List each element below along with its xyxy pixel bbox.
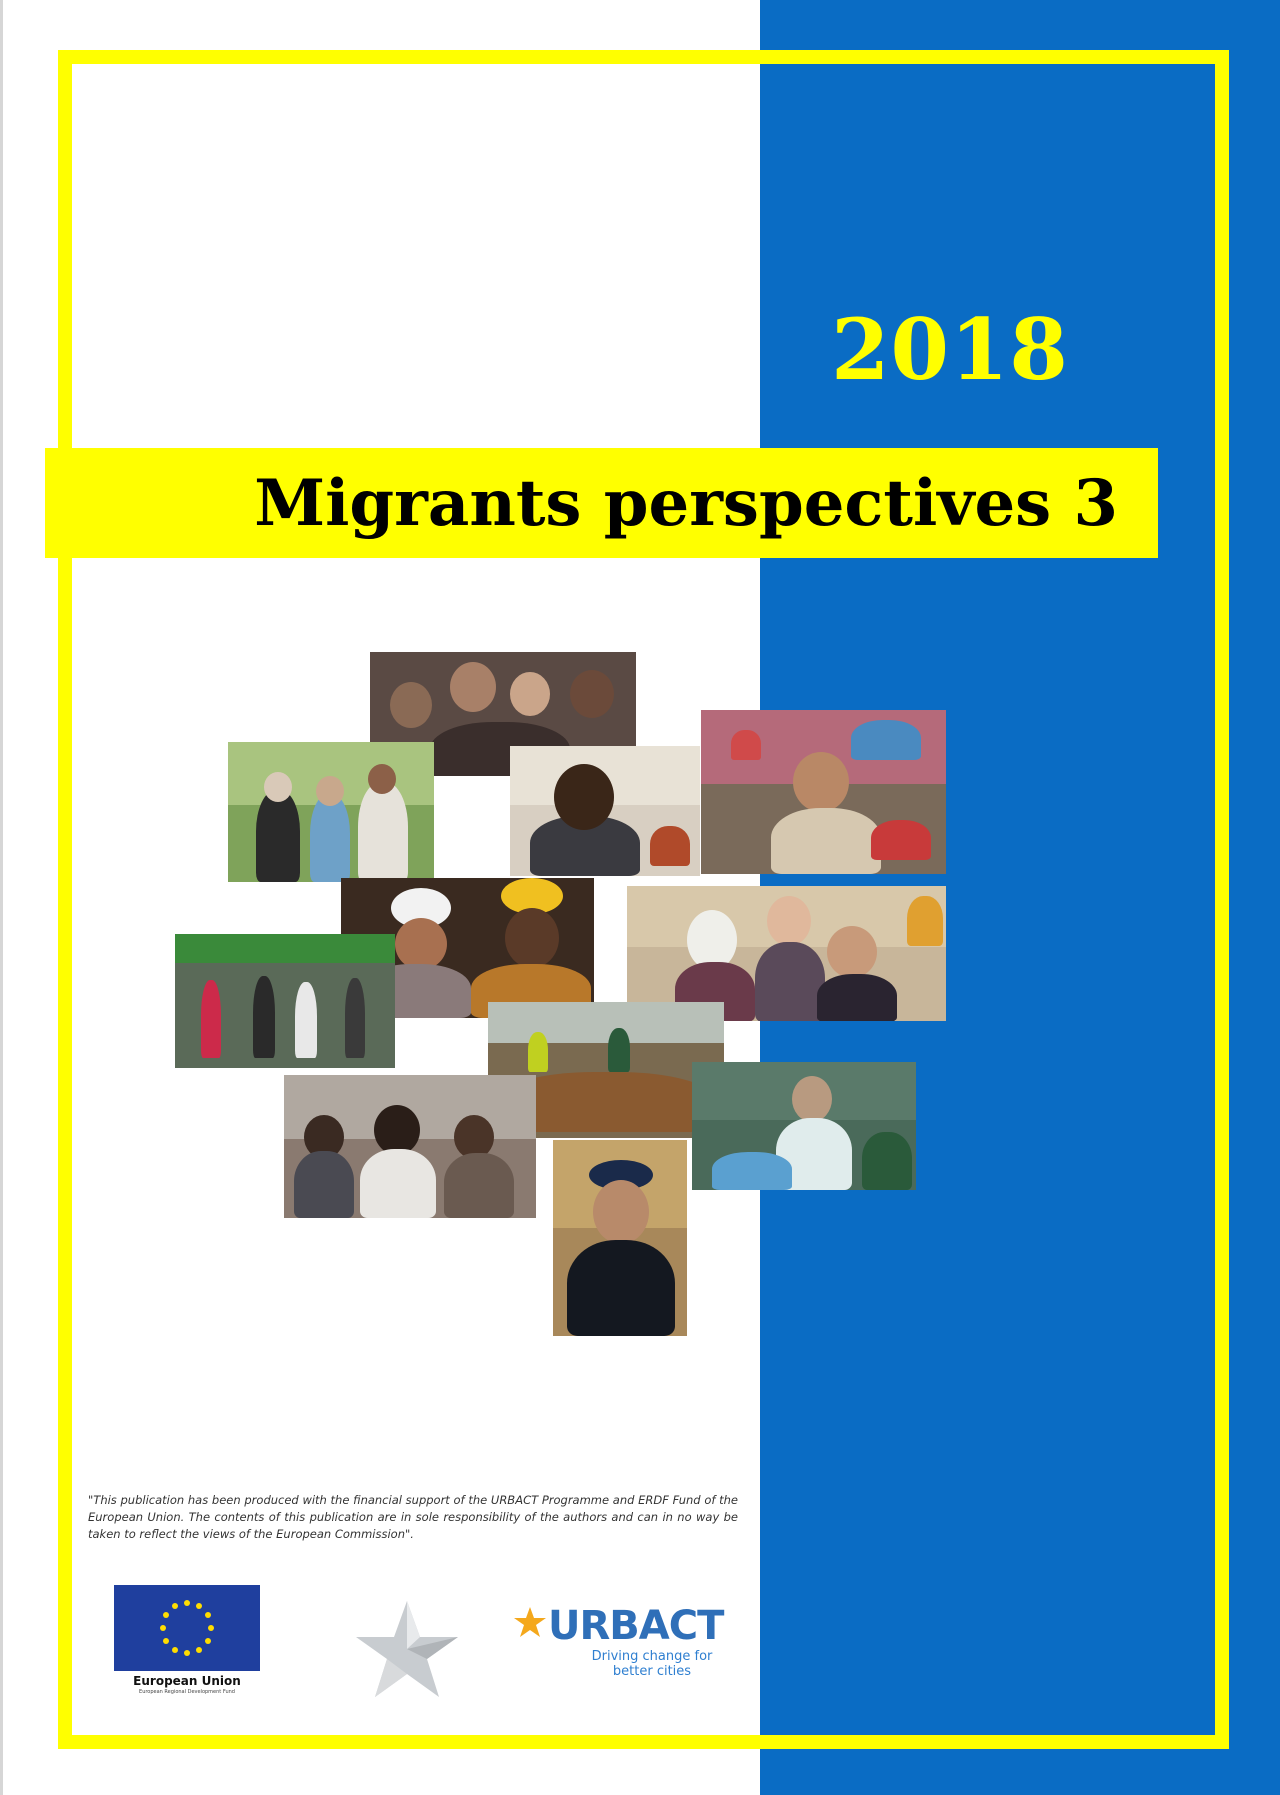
collage-photo-women-studying <box>627 886 946 1021</box>
collage-photo-young-woman <box>553 1140 687 1336</box>
eu-subtitle: European Regional Development Fund <box>139 1689 235 1695</box>
cover-title: Migrants perspectives 3 <box>254 466 1118 541</box>
eu-name: European Union <box>133 1674 241 1688</box>
collage-photo-factory-worker <box>692 1062 916 1190</box>
collage-photo-shopkeeper <box>701 710 946 874</box>
collage-photo-man-classroom <box>510 746 700 876</box>
collage-photo-street <box>175 934 395 1068</box>
cover-year: 2018 <box>831 300 1069 399</box>
star-logo-icon <box>352 1597 462 1702</box>
collage-photo-crowd <box>284 1075 536 1218</box>
urbact-name: URBACT <box>548 1603 724 1649</box>
title-band <box>45 448 1158 558</box>
collage-photo-couple <box>228 742 434 882</box>
eu-logo <box>114 1585 260 1695</box>
page-edge <box>0 0 3 1795</box>
urbact-logo <box>512 1603 742 1693</box>
urbact-star-icon <box>512 1605 548 1641</box>
eu-flag-icon <box>114 1585 260 1671</box>
funding-disclaimer: "This publication has been produced with the financial support of the URBACT Programme and ERDF Fund of the European Union. The contents of this publication are in sole responsibility of the authors and can in no way be taken to reflect the views of the European Commission". <box>88 1493 738 1541</box>
urbact-tagline: Driving change for better cities <box>591 1649 713 1679</box>
